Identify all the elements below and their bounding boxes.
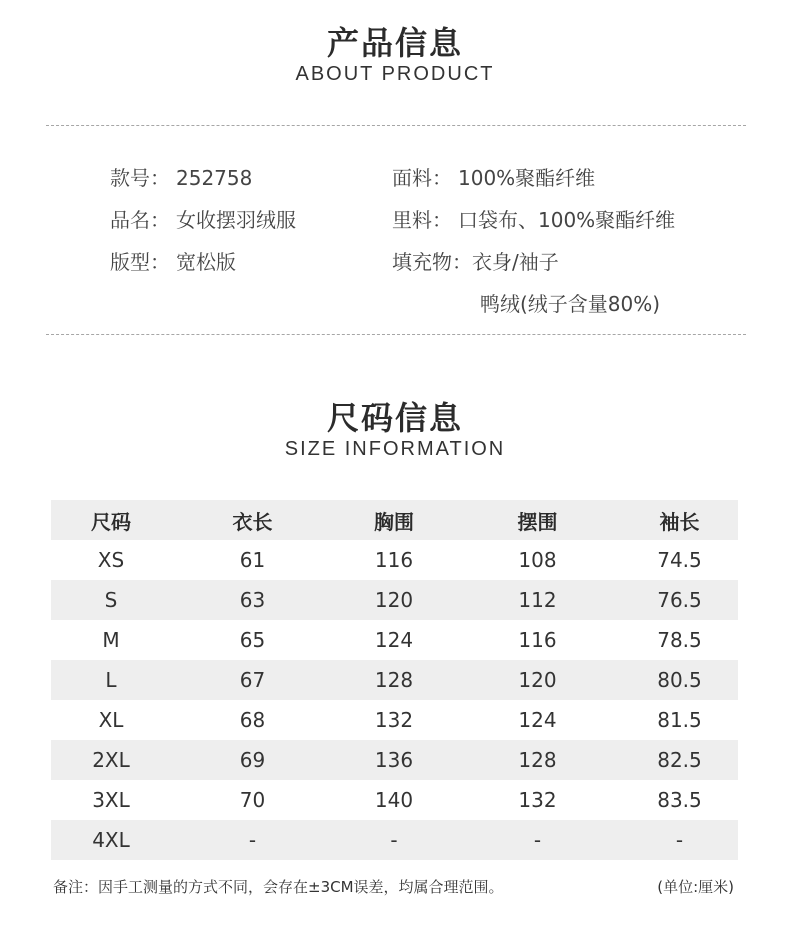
cell-chest: 132 <box>374 708 414 732</box>
unit-note: (单位:厘米) <box>657 878 734 896</box>
field-label: 里料： <box>392 208 452 232</box>
field-label: 填充物： <box>392 250 472 274</box>
field-value: 宽松版 <box>176 250 236 274</box>
cell-size: 2XL <box>92 748 130 772</box>
cell-length: 65 <box>239 628 266 652</box>
header-sleeve: 袖长 <box>659 509 700 534</box>
measurement-note: 备注：因手工测量的方式不同，会存在±3CM误差，均属合理范围。 <box>53 878 504 896</box>
table-row <box>51 820 738 860</box>
table-row <box>51 700 738 740</box>
field-label: 品名： <box>110 208 170 232</box>
cell-hem: 108 <box>518 548 557 572</box>
cell-sleeve: 81.5 <box>657 708 702 732</box>
cell-size: S <box>104 588 118 612</box>
cell-chest: 116 <box>374 548 414 572</box>
divider-top <box>46 125 746 126</box>
cell-chest: 128 <box>374 668 414 692</box>
field-fabric <box>392 162 595 191</box>
field-value: 100%聚酯纤维 <box>458 166 596 190</box>
cell-sleeve: - <box>675 828 684 852</box>
cell-sleeve: 80.5 <box>657 668 702 692</box>
size-table <box>51 500 738 860</box>
cell-size: XS <box>97 548 125 572</box>
size-info-title: 尺码信息 <box>326 399 463 437</box>
field-filling <box>392 246 559 275</box>
cell-size: M <box>102 628 120 652</box>
cell-size: XL <box>98 708 124 732</box>
cell-hem: 116 <box>518 628 557 652</box>
field-name <box>110 204 296 233</box>
field-label: 款号： <box>110 166 170 190</box>
cell-hem: 124 <box>518 708 557 732</box>
cell-hem: - <box>533 828 542 852</box>
field-value: 女收摆羽绒服 <box>176 208 296 232</box>
field-fit <box>110 246 236 275</box>
header-size: 尺码 <box>91 509 131 534</box>
table-row <box>51 660 738 700</box>
field-filling-line2 <box>480 288 660 317</box>
cell-chest: - <box>390 828 398 852</box>
cell-hem: 128 <box>518 748 557 772</box>
cell-size: 4XL <box>92 828 130 852</box>
cell-size: L <box>105 668 117 692</box>
field-label: 版型： <box>110 250 170 274</box>
field-value: 252758 <box>176 166 253 190</box>
cell-chest: 120 <box>374 588 414 612</box>
cell-chest: 140 <box>374 788 414 812</box>
cell-sleeve: 83.5 <box>657 788 702 812</box>
table-row <box>51 740 738 780</box>
table-header-row <box>51 500 738 540</box>
divider-bottom <box>46 334 746 335</box>
table-row <box>51 620 738 660</box>
field-lining <box>392 204 675 233</box>
product-info-title: 产品信息 <box>326 24 463 62</box>
header-chest: 胸围 <box>374 509 414 534</box>
table-row <box>51 580 738 620</box>
size-info-subtitle: SIZE INFORMATION <box>284 438 506 460</box>
cell-chest: 124 <box>374 628 414 652</box>
cell-sleeve: 74.5 <box>657 548 702 572</box>
cell-sleeve: 76.5 <box>657 588 702 612</box>
cell-sleeve: 78.5 <box>657 628 702 652</box>
cell-length: 63 <box>239 588 266 612</box>
cell-sleeve: 82.5 <box>657 748 702 772</box>
cell-length: 67 <box>239 668 266 692</box>
field-value: 口袋布、100%聚酯纤维 <box>458 208 676 232</box>
field-label: 面料： <box>392 166 452 190</box>
cell-hem: 132 <box>518 788 557 812</box>
header-length: 衣长 <box>232 509 273 534</box>
cell-length: 69 <box>239 748 266 772</box>
cell-hem: 120 <box>518 668 557 692</box>
cell-length: - <box>248 828 257 852</box>
field-value: 鸭绒(绒子含量80%) <box>480 292 661 316</box>
field-value: 衣身/袖子 <box>472 250 559 274</box>
field-style-no <box>110 162 252 191</box>
cell-length: 61 <box>239 548 266 572</box>
cell-hem: 112 <box>518 588 557 612</box>
cell-size: 3XL <box>92 788 130 812</box>
table-row <box>51 780 738 820</box>
cell-chest: 136 <box>374 748 414 772</box>
cell-length: 68 <box>239 708 266 732</box>
header-hem: 摆围 <box>517 509 558 534</box>
cell-length: 70 <box>239 788 266 812</box>
product-info-subtitle: ABOUT PRODUCT <box>295 63 495 85</box>
table-row <box>51 540 738 580</box>
